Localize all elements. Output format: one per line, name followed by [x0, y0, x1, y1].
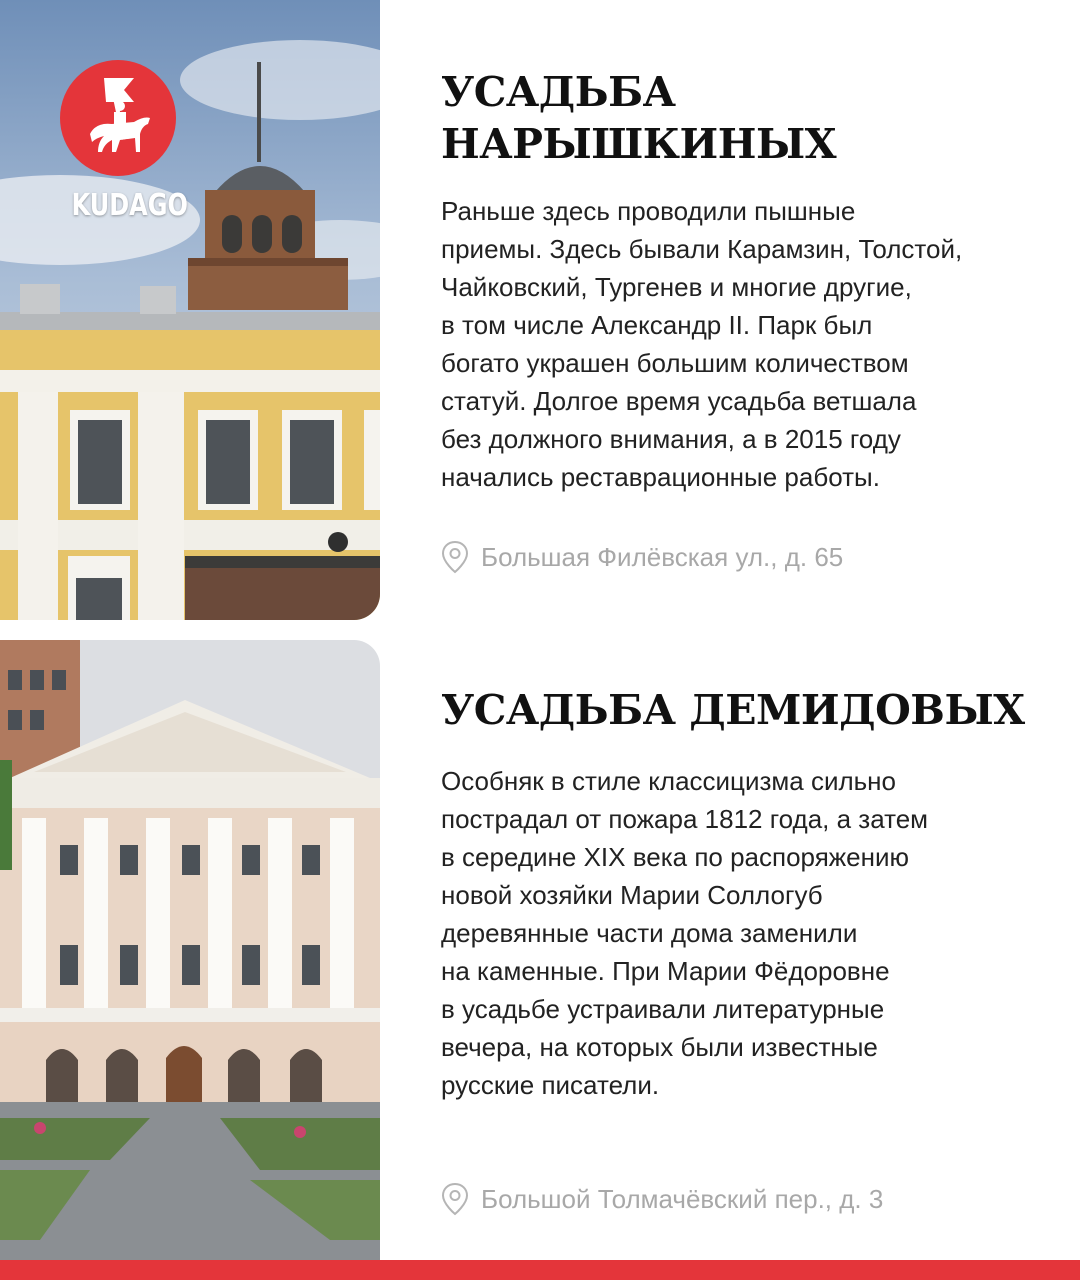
estate-title [441, 66, 1041, 170]
kudago-logo[interactable] [60, 60, 188, 223]
brand-name: KUDAGO [71, 188, 188, 223]
photo-demidov-estate [0, 640, 380, 1260]
description-line: начались реставрационные работы. [441, 462, 880, 492]
description-line: русские писатели. [441, 1070, 660, 1100]
description-line: вечера, на которых были известные [441, 1032, 878, 1062]
description-line: в середине XIX века по распоряжению [441, 842, 910, 872]
estate-title-line: НАРЫШКИНЫХ [441, 120, 837, 168]
description-line: Особняк в стиле классицизма сильно [441, 766, 896, 796]
estate-description [441, 762, 1041, 1104]
photo-narышkin-estate [0, 0, 380, 620]
estate-title-line: УСАДЬБА [441, 68, 676, 116]
description-line: без должного внимания, а в 2015 году [441, 424, 901, 454]
description-line: на каменные. При Марии Фёдоровне [441, 956, 890, 986]
estate-photo-yellow-manor [0, 0, 380, 620]
location-pin-icon [441, 540, 469, 574]
estate-title [441, 684, 1041, 736]
description-line: Раньше здесь проводили пышные [441, 196, 856, 226]
description-line: пострадал от пожара 1812 года, а затем [441, 804, 929, 834]
description-line: в усадьбе устраивали литературные [441, 994, 885, 1024]
description-line: богато украшен большим количеством [441, 348, 909, 378]
description-line: деревянные части дома заменили [441, 918, 858, 948]
estate-title-line: УСАДЬБА ДЕМИДОВЫХ [441, 686, 1025, 734]
estate-description [441, 192, 1041, 496]
description-line: новой хозяйки Марии Соллогуб [441, 880, 823, 910]
estate-card-naryshkin [441, 66, 1041, 496]
estate-address[interactable] [441, 540, 843, 574]
kudago-horseman-icon [60, 60, 176, 176]
address-text: Большой Толмачёвский пер., д. 3 [481, 1183, 884, 1214]
description-line: в том числе Александр II. Парк был [441, 310, 873, 340]
description-line: приемы. Здесь бывали Карамзин, Толстой, [441, 234, 963, 264]
estate-card-demidov [441, 684, 1041, 1104]
description-line: Чайковский, Тургенев и многие другие, [441, 272, 912, 302]
address-text: Большая Филёвская ул., д. 65 [481, 541, 844, 572]
location-pin-icon [441, 1182, 469, 1216]
bottom-accent-bar [0, 1260, 1080, 1280]
estate-photo-classicist-manor [0, 640, 380, 1260]
description-line: статуй. Долгое время усадьба ветшала [441, 386, 917, 416]
estate-address[interactable] [441, 1182, 883, 1216]
